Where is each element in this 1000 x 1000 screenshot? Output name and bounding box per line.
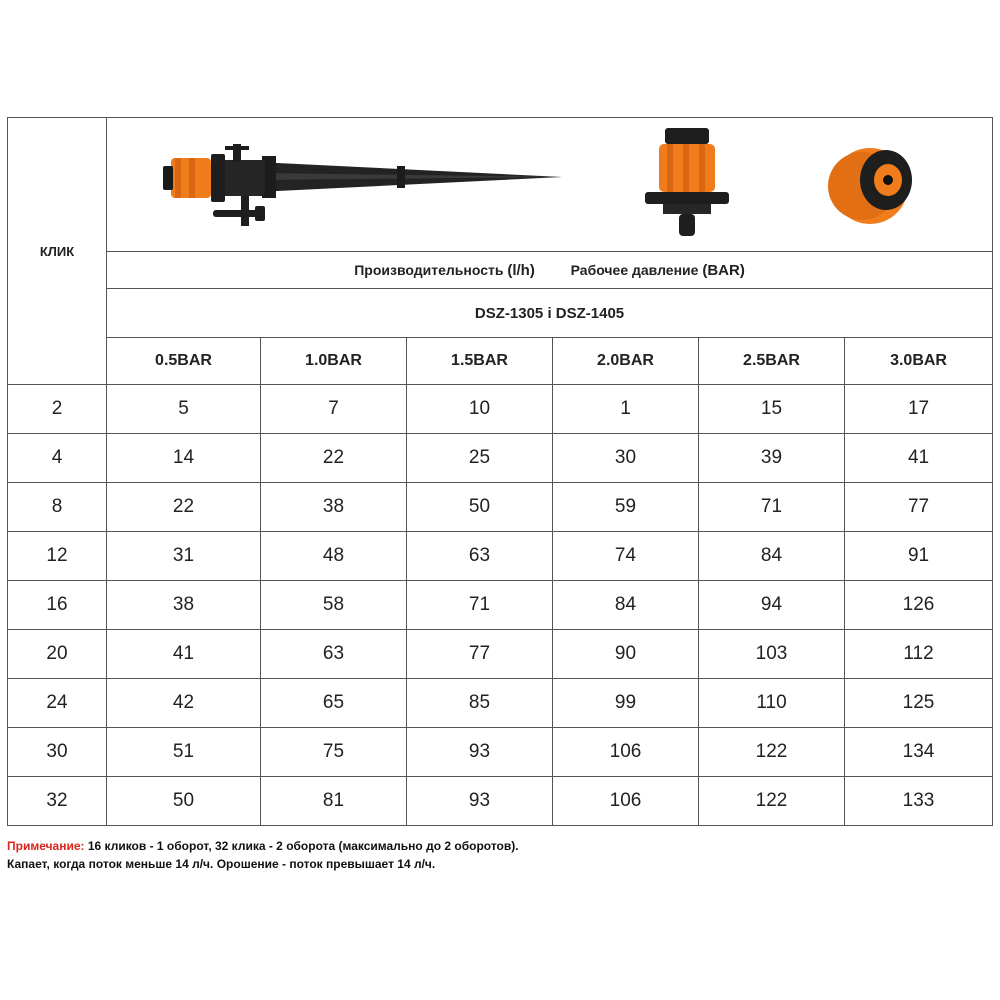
flow-value-cell: 22 — [261, 434, 407, 483]
table-row — [8, 581, 993, 630]
flow-rate-table — [7, 117, 993, 826]
flow-value-cell: 122 — [699, 728, 845, 777]
model-name — [107, 289, 993, 338]
flow-value-cell: 51 — [107, 728, 261, 777]
flow-value-cell: 134 — [845, 728, 993, 777]
flow-value-cell: 84 — [553, 581, 699, 630]
flow-value-cell: 65 — [261, 679, 407, 728]
flow-value-cell: 77 — [845, 483, 993, 532]
flow-value-cell: 10 — [407, 385, 553, 434]
flow-value-cell: 7 — [261, 385, 407, 434]
flow-value-cell: 84 — [699, 532, 845, 581]
table-row — [8, 532, 993, 581]
flow-value-cell: 63 — [407, 532, 553, 581]
pressure-header: 3.0BAR — [845, 338, 993, 385]
table-row — [8, 679, 993, 728]
flow-value-cell: 106 — [553, 728, 699, 777]
flow-value-cell: 31 — [107, 532, 261, 581]
table-row — [8, 630, 993, 679]
measurement-header — [107, 252, 993, 289]
click-column-header — [8, 118, 107, 385]
flow-value-cell: 17 — [845, 385, 993, 434]
flow-value-cell: 50 — [107, 777, 261, 826]
click-count-cell: 20 — [8, 630, 107, 679]
flow-value-cell: 91 — [845, 532, 993, 581]
dripper-stake-image — [157, 136, 577, 236]
flow-value-cell: 42 — [107, 679, 261, 728]
flow-value-cell: 93 — [407, 777, 553, 826]
flow-value-cell: 93 — [407, 728, 553, 777]
flow-value-cell: 30 — [553, 434, 699, 483]
note-line-1 — [7, 837, 519, 855]
flow-value-cell: 112 — [845, 630, 993, 679]
flow-value-cell: 122 — [699, 777, 845, 826]
flow-value-cell: 75 — [261, 728, 407, 777]
click-header-label: КЛИК — [39, 243, 75, 259]
flow-value-cell: 126 — [845, 581, 993, 630]
dripper-side-image — [637, 124, 737, 244]
flow-value-cell: 99 — [553, 679, 699, 728]
dripper-cap-image — [822, 134, 922, 234]
flow-value-cell: 94 — [699, 581, 845, 630]
flow-value-cell: 125 — [845, 679, 993, 728]
flow-value-cell: 15 — [699, 385, 845, 434]
flow-value-cell: 25 — [407, 434, 553, 483]
flow-value-cell: 106 — [553, 777, 699, 826]
table-row — [8, 728, 993, 777]
note-label: Примечание: — [7, 839, 85, 853]
table-body — [8, 385, 993, 826]
model-label: DSZ-1305 i DSZ-1405 — [474, 304, 625, 322]
click-count-cell: 4 — [8, 434, 107, 483]
flow-value-cell: 50 — [407, 483, 553, 532]
click-count-cell: 30 — [8, 728, 107, 777]
note-text-1: 16 кликов - 1 оборот, 32 клика - 2 оборота (максимально до 2 оборотов). — [84, 839, 519, 853]
pressure-header: 2.0BAR — [553, 338, 699, 385]
pressure-header: 0.5BAR — [107, 338, 261, 385]
flow-value-cell: 77 — [407, 630, 553, 679]
flow-value-cell: 74 — [553, 532, 699, 581]
click-count-cell: 16 — [8, 581, 107, 630]
flow-value-cell: 39 — [699, 434, 845, 483]
flow-value-cell: 41 — [107, 630, 261, 679]
click-count-cell: 12 — [8, 532, 107, 581]
productivity-label: Производительность — [354, 261, 504, 278]
table-row — [8, 777, 993, 826]
pressure-label: Рабочее давление — [570, 261, 699, 278]
click-count-cell: 24 — [8, 679, 107, 728]
flow-value-cell: 38 — [107, 581, 261, 630]
flow-value-cell: 103 — [699, 630, 845, 679]
note-line-2: Капает, когда поток меньше 14 л/ч. Орошение - поток превышает 14 л/ч. — [7, 857, 436, 871]
click-count-cell: 2 — [8, 385, 107, 434]
pressure-header: 1.5BAR — [407, 338, 553, 385]
pressure-header: 2.5BAR — [699, 338, 845, 385]
pressure-unit: (BAR) — [702, 261, 745, 279]
flow-value-cell: 41 — [845, 434, 993, 483]
flow-value-cell: 133 — [845, 777, 993, 826]
notes — [7, 837, 519, 873]
flow-value-cell: 90 — [553, 630, 699, 679]
flow-value-cell: 14 — [107, 434, 261, 483]
flow-value-cell: 71 — [699, 483, 845, 532]
flow-value-cell: 22 — [107, 483, 261, 532]
flow-value-cell: 71 — [407, 581, 553, 630]
click-count-cell: 8 — [8, 483, 107, 532]
product-images-cell — [107, 118, 993, 252]
flow-value-cell: 38 — [261, 483, 407, 532]
flow-value-cell: 59 — [553, 483, 699, 532]
flow-value-cell: 58 — [261, 581, 407, 630]
table-row — [8, 434, 993, 483]
pressure-header: 1.0BAR — [261, 338, 407, 385]
flow-value-cell: 48 — [261, 532, 407, 581]
productivity-unit: (l/h) — [507, 261, 535, 279]
table-row — [8, 385, 993, 434]
table-row — [8, 483, 993, 532]
flow-value-cell: 5 — [107, 385, 261, 434]
flow-value-cell: 81 — [261, 777, 407, 826]
flow-value-cell: 63 — [261, 630, 407, 679]
flow-value-cell: 110 — [699, 679, 845, 728]
pressure-header-row — [8, 338, 993, 385]
flow-value-cell: 85 — [407, 679, 553, 728]
click-count-cell: 32 — [8, 777, 107, 826]
flow-value-cell: 1 — [553, 385, 699, 434]
